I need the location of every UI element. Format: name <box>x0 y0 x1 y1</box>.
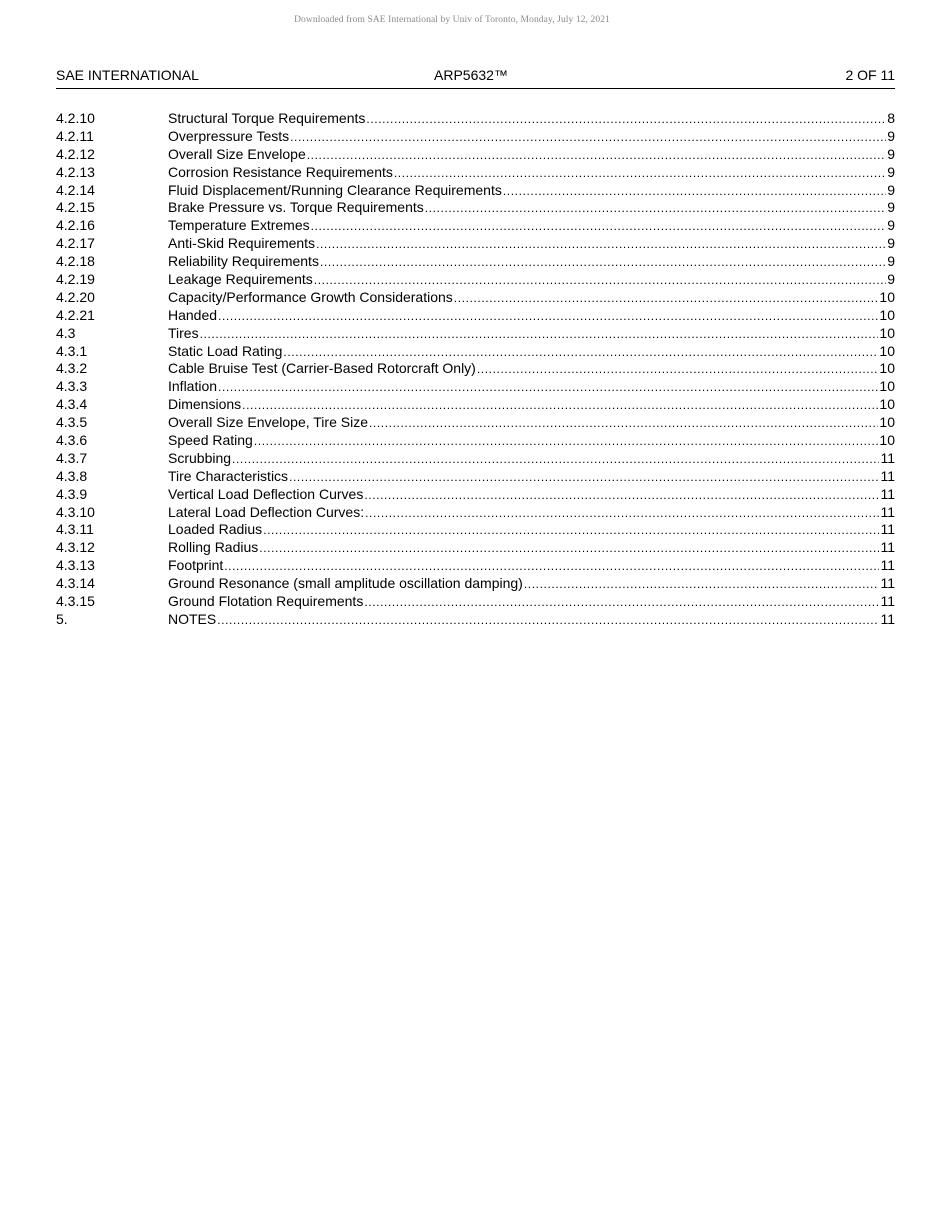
toc-entry-line <box>168 325 895 344</box>
toc-page-number: 10 <box>879 288 895 305</box>
toc-section-number: 4.3.15 <box>56 593 95 610</box>
toc-entry <box>56 128 895 146</box>
toc-entry-line <box>168 128 895 147</box>
toc-entry <box>56 360 895 378</box>
download-watermark: Downloaded from SAE International by Univ of Toronto, Monday, July 12, 2021 <box>294 15 610 25</box>
toc-entry <box>56 110 895 128</box>
toc-entry <box>56 289 895 307</box>
toc-section-title: Fluid Displacement/Running Clearance Requirements <box>168 181 502 198</box>
toc-entry-line <box>168 450 895 469</box>
toc-page-number: 11 <box>880 503 895 520</box>
toc-dot-leader <box>364 487 879 505</box>
toc-entry <box>56 575 895 593</box>
toc-dot-leader <box>218 379 878 397</box>
toc-dot-leader <box>320 254 886 272</box>
toc-entry-line <box>168 504 895 523</box>
toc-section-number: 4.2.15 <box>56 199 95 216</box>
toc-entry-line <box>168 396 895 415</box>
toc-section-number: 4.2.18 <box>56 253 95 270</box>
toc-entry-line <box>168 182 895 201</box>
toc-entry <box>56 378 895 396</box>
toc-entry-line <box>168 557 895 576</box>
toc-section-title: Static Load Rating <box>168 342 283 359</box>
toc-section-number: 4.3.13 <box>56 557 95 574</box>
toc-entry <box>56 396 895 414</box>
toc-entry <box>56 217 895 235</box>
table-of-contents <box>56 110 895 629</box>
toc-section-number: 4.3.7 <box>56 449 88 466</box>
toc-entry-line <box>168 271 895 290</box>
toc-page-number: 9 <box>887 235 895 252</box>
toc-page-number: 10 <box>879 414 895 431</box>
toc-section-title: Scrubbing <box>168 449 232 466</box>
toc-section-title: Handed <box>168 306 218 323</box>
toc-entry <box>56 450 895 468</box>
toc-entry <box>56 307 895 325</box>
toc-page-number: 11 <box>880 557 895 574</box>
toc-page-number: 9 <box>887 181 895 198</box>
toc-page-number: 11 <box>880 539 895 556</box>
toc-page-number: 11 <box>880 467 895 484</box>
toc-dot-leader <box>425 200 886 218</box>
toc-entry <box>56 468 895 486</box>
toc-dot-leader <box>364 594 879 612</box>
toc-page-number: 10 <box>879 378 895 395</box>
toc-section-title: Ground Flotation Requirements <box>168 593 364 610</box>
toc-entry-line <box>168 289 895 308</box>
toc-dot-leader <box>263 522 879 540</box>
toc-dot-leader <box>369 415 878 433</box>
toc-page-number: 11 <box>880 521 895 538</box>
toc-section-title: Vertical Load Deflection Curves <box>168 485 364 502</box>
toc-entry <box>56 271 895 289</box>
toc-page-number: 9 <box>887 253 895 270</box>
toc-entry-line <box>168 253 895 272</box>
toc-dot-leader <box>224 558 879 576</box>
toc-page-number: 11 <box>880 449 895 466</box>
toc-section-number: 4.3.6 <box>56 432 88 449</box>
toc-dot-leader <box>232 451 879 469</box>
toc-section-title: Ground Resonance (small amplitude oscillation damping) <box>168 575 523 592</box>
toc-section-number: 4.3 <box>56 324 76 341</box>
toc-dot-leader <box>242 397 878 415</box>
toc-section-number: 4.2.10 <box>56 110 95 126</box>
toc-section-number: 4.2.21 <box>56 306 95 323</box>
toc-section-number: 4.3.12 <box>56 539 95 556</box>
toc-entry-line <box>168 360 895 379</box>
toc-page-number: 9 <box>887 145 895 162</box>
toc-entry <box>56 521 895 539</box>
page-header <box>56 67 895 89</box>
toc-entry <box>56 146 895 164</box>
toc-section-title: Overall Size Envelope <box>168 145 306 162</box>
toc-entry-line <box>168 199 895 218</box>
toc-section-number: 4.3.11 <box>56 521 94 538</box>
toc-dot-leader <box>254 433 879 451</box>
toc-section-title: Loaded Radius <box>168 521 263 538</box>
toc-page-number: 9 <box>887 217 895 234</box>
toc-entry <box>56 182 895 200</box>
toc-section-title: NOTES <box>168 610 217 627</box>
toc-section-number: 4.3.10 <box>56 503 95 520</box>
toc-section-title: Structural Torque Requirements <box>168 110 366 126</box>
toc-page-number: 10 <box>879 432 895 449</box>
toc-dot-leader <box>503 183 886 201</box>
toc-section-number: 5. <box>56 610 68 627</box>
toc-section-title: Capacity/Performance Growth Considerations <box>168 288 453 305</box>
toc-page-number: 10 <box>879 324 895 341</box>
toc-section-number: 4.3.3 <box>56 378 88 395</box>
toc-entry <box>56 432 895 450</box>
toc-section-number: 4.2.12 <box>56 145 95 162</box>
toc-section-number: 4.3.4 <box>56 396 88 413</box>
header-page-number: 2 OF 11 <box>845 67 895 83</box>
toc-entry-line <box>168 611 895 630</box>
toc-entry <box>56 235 895 253</box>
toc-section-number: 4.2.20 <box>56 288 95 305</box>
toc-entry <box>56 414 895 432</box>
toc-entry-line <box>168 414 895 433</box>
toc-dot-leader <box>477 361 879 379</box>
toc-section-title: Lateral Load Deflection Curves: <box>168 503 365 520</box>
toc-section-title: Overall Size Envelope, Tire Size <box>168 414 368 431</box>
toc-page-number: 10 <box>879 396 895 413</box>
toc-section-title: Tire Characteristics <box>168 467 289 484</box>
toc-section-title: Dimensions <box>168 396 242 413</box>
toc-page-number: 8 <box>887 110 895 126</box>
toc-dot-leader <box>259 540 879 558</box>
toc-section-title: Temperature Extremes <box>168 217 310 234</box>
toc-section-title: Footprint <box>168 557 224 574</box>
toc-dot-leader <box>290 129 886 147</box>
toc-entry <box>56 164 895 182</box>
toc-section-number: 4.3.8 <box>56 467 88 484</box>
toc-entry <box>56 325 895 343</box>
toc-entry-line <box>168 235 895 254</box>
toc-entry <box>56 593 895 611</box>
toc-section-number: 4.2.17 <box>56 235 95 252</box>
toc-section-number: 4.2.11 <box>56 127 94 144</box>
toc-entry-line <box>168 593 895 612</box>
toc-page-number: 10 <box>879 360 895 377</box>
toc-page-number: 11 <box>880 575 895 592</box>
toc-entry-line <box>168 539 895 558</box>
toc-section-title: Speed Rating <box>168 432 253 449</box>
toc-dot-leader <box>316 236 886 254</box>
toc-dot-leader <box>217 612 879 630</box>
toc-section-title: Tires <box>168 324 199 341</box>
toc-section-number: 4.2.16 <box>56 217 95 234</box>
toc-section-title: Brake Pressure vs. Torque Requirements <box>168 199 424 216</box>
toc-entry <box>56 253 895 271</box>
toc-dot-leader <box>289 469 879 487</box>
toc-dot-leader <box>314 272 886 290</box>
toc-page-number: 11 <box>880 610 895 627</box>
toc-page-number: 9 <box>887 127 895 144</box>
toc-page-number: 10 <box>879 342 895 359</box>
toc-dot-leader <box>365 505 879 523</box>
toc-entry-line <box>168 468 895 487</box>
toc-section-title: Inflation <box>168 378 218 395</box>
toc-page-number: 9 <box>887 271 895 288</box>
toc-section-number: 4.3.14 <box>56 575 95 592</box>
toc-page-number: 11 <box>880 593 895 610</box>
toc-page-number: 9 <box>887 199 895 216</box>
toc-dot-leader <box>307 147 886 165</box>
toc-entry <box>56 343 895 361</box>
toc-entry-line <box>168 432 895 451</box>
header-organization: SAE INTERNATIONAL <box>56 67 199 83</box>
toc-entry-line <box>168 110 895 129</box>
toc-entry-line <box>168 146 895 165</box>
toc-dot-leader <box>394 165 886 183</box>
toc-section-number: 4.3.9 <box>56 485 88 502</box>
toc-page-number: 10 <box>879 306 895 323</box>
toc-section-title: Cable Bruise Test (Carrier-Based Rotorcraft Only) <box>168 360 476 377</box>
toc-dot-leader <box>283 344 878 362</box>
toc-entry-line <box>168 164 895 183</box>
toc-section-number: 4.3.2 <box>56 360 88 377</box>
toc-entry <box>56 539 895 557</box>
toc-entry-line <box>168 378 895 397</box>
toc-dot-leader <box>454 290 879 308</box>
toc-entry-line <box>168 486 895 505</box>
toc-section-number: 4.2.13 <box>56 163 95 180</box>
toc-entry <box>56 486 895 504</box>
toc-section-title: Overpressure Tests <box>168 127 290 144</box>
header-document-number: ARP5632™ <box>434 67 508 83</box>
toc-dot-leader <box>218 308 878 326</box>
toc-entry <box>56 199 895 217</box>
toc-dot-leader <box>311 218 887 236</box>
toc-entry <box>56 504 895 522</box>
toc-entry-line <box>168 575 895 594</box>
toc-section-number: 4.2.14 <box>56 181 95 198</box>
toc-section-title: Anti-Skid Requirements <box>168 235 316 252</box>
toc-entry-line <box>168 307 895 326</box>
toc-page-number: 11 <box>880 485 895 502</box>
toc-entry-line <box>168 217 895 236</box>
toc-entry-line <box>168 521 895 540</box>
toc-section-number: 4.2.19 <box>56 271 95 288</box>
toc-dot-leader <box>524 576 880 594</box>
toc-entry-line <box>168 343 895 362</box>
toc-entry <box>56 611 895 629</box>
toc-section-number: 4.3.1 <box>56 342 88 359</box>
toc-dot-leader <box>200 326 879 344</box>
toc-section-number: 4.3.5 <box>56 414 88 431</box>
toc-page-number: 9 <box>887 163 895 180</box>
toc-section-title: Reliability Requirements <box>168 253 319 270</box>
toc-section-title: Rolling Radius <box>168 539 259 556</box>
toc-entry <box>56 557 895 575</box>
toc-section-title: Corrosion Resistance Requirements <box>168 163 393 180</box>
toc-dot-leader <box>366 111 886 129</box>
toc-section-title: Leakage Requirements <box>168 271 313 288</box>
